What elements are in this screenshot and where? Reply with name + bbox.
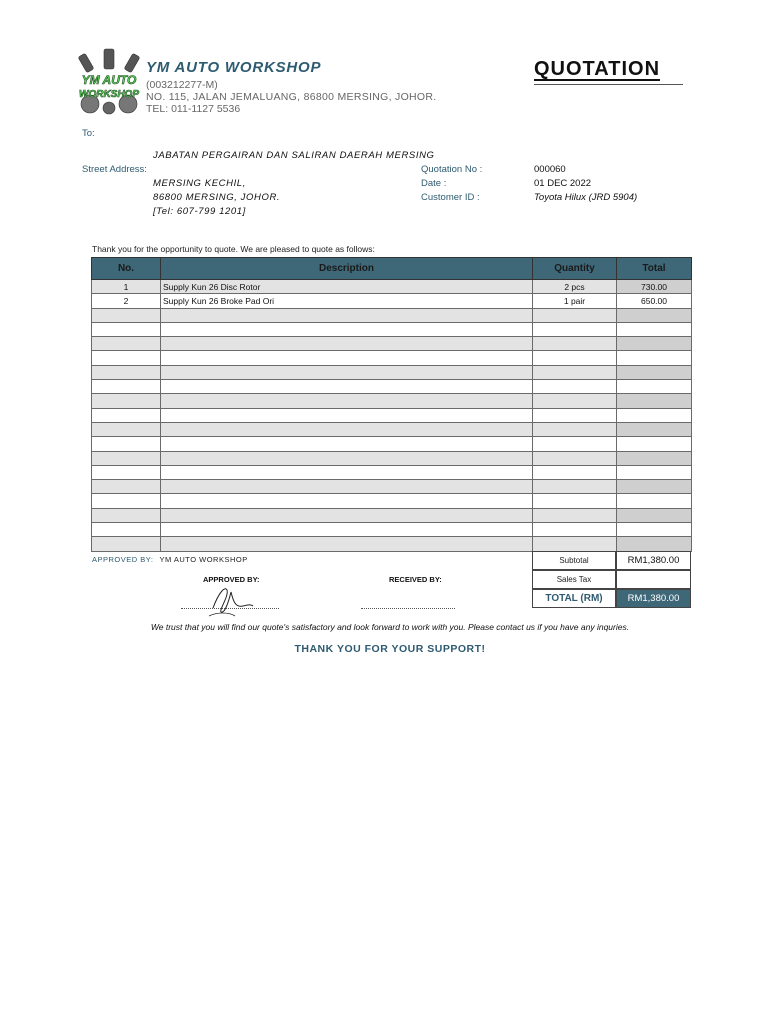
table-row bbox=[92, 523, 692, 537]
recipient-name: JABATAN PERGAIRAN DAN SALIRAN DAERAH MERSING bbox=[153, 150, 435, 161]
cell-no bbox=[92, 380, 161, 394]
total-label: TOTAL (RM) bbox=[532, 589, 616, 608]
cell-description bbox=[161, 408, 533, 422]
cell-no bbox=[92, 451, 161, 465]
cell-total bbox=[617, 322, 692, 336]
cell-total bbox=[617, 508, 692, 522]
cell-description bbox=[161, 523, 533, 537]
cell-no bbox=[92, 437, 161, 451]
recipient-address-line1: MERSING KECHIL, bbox=[153, 178, 246, 189]
subtotal-row bbox=[532, 551, 691, 570]
table-row bbox=[92, 437, 692, 451]
cell-description bbox=[161, 537, 533, 551]
cell-total bbox=[617, 394, 692, 408]
sales-tax-value bbox=[616, 570, 691, 589]
document-title: QUOTATION bbox=[534, 58, 661, 80]
cell-description bbox=[161, 480, 533, 494]
approved-signature-line bbox=[181, 608, 279, 609]
table-header-row bbox=[92, 258, 692, 280]
cell-no bbox=[92, 351, 161, 365]
cell-quantity bbox=[533, 380, 617, 394]
cell-total bbox=[617, 408, 692, 422]
customer-id: Toyota Hilux (JRD 5904) bbox=[534, 192, 638, 203]
recipient-address-line2: 86800 MERSING, JOHOR. bbox=[153, 192, 281, 203]
table-row bbox=[92, 294, 692, 308]
cell-description: Supply Kun 26 Disc Rotor bbox=[161, 280, 533, 294]
cell-quantity bbox=[533, 465, 617, 479]
cell-total bbox=[617, 337, 692, 351]
logo-text-line2: WORKSHOP bbox=[79, 89, 139, 100]
received-signature-line bbox=[361, 608, 455, 609]
table-row bbox=[92, 408, 692, 422]
cell-no bbox=[92, 508, 161, 522]
logo-text-line1: YM AUTO bbox=[81, 73, 137, 87]
cell-total: 730.00 bbox=[617, 280, 692, 294]
header-no: No. bbox=[92, 258, 161, 280]
cell-quantity bbox=[533, 308, 617, 322]
cell-total bbox=[617, 365, 692, 379]
cell-description bbox=[161, 451, 533, 465]
company-address: NO. 115, JALAN JEMALUANG, 86800 MERSING, JOHOR. bbox=[146, 91, 437, 103]
approved-by-line bbox=[92, 555, 248, 564]
cell-quantity bbox=[533, 408, 617, 422]
company-telephone: TEL: 011-1127 5536 bbox=[146, 103, 241, 115]
cell-description bbox=[161, 365, 533, 379]
intro-text: Thank you for the opportunity to quote. We are pleased to quote as follows: bbox=[92, 244, 375, 254]
items-table bbox=[91, 257, 692, 552]
sales-tax-label: Sales Tax bbox=[532, 570, 616, 589]
approved-by-value: YM AUTO WORKSHOP bbox=[159, 555, 248, 564]
summary-box bbox=[532, 551, 691, 608]
cell-total bbox=[617, 523, 692, 537]
signature-image bbox=[205, 582, 255, 622]
cell-total bbox=[617, 480, 692, 494]
cell-description bbox=[161, 337, 533, 351]
cell-no bbox=[92, 322, 161, 336]
closing-statement: We trust that you will find our quote's satisfactory and look forward to work with you. Please contact us if you have any inquries. bbox=[150, 622, 630, 632]
cell-no bbox=[92, 480, 161, 494]
thank-you-text: THANK YOU FOR YOUR SUPPORT! bbox=[294, 643, 486, 655]
header-quantity: Quantity bbox=[533, 258, 617, 280]
table-row bbox=[92, 465, 692, 479]
table-row bbox=[92, 380, 692, 394]
cell-total bbox=[617, 465, 692, 479]
table-row bbox=[92, 494, 692, 508]
subtotal-value: RM1,380.00 bbox=[616, 551, 691, 570]
cell-description: Supply Kun 26 Broke Pad Ori bbox=[161, 294, 533, 308]
cell-description bbox=[161, 508, 533, 522]
company-name: YM AUTO WORKSHOP bbox=[146, 59, 322, 76]
cell-quantity bbox=[533, 494, 617, 508]
cell-description bbox=[161, 465, 533, 479]
cell-description bbox=[161, 322, 533, 336]
header-total: Total bbox=[617, 258, 692, 280]
cell-no bbox=[92, 422, 161, 436]
cell-quantity bbox=[533, 322, 617, 336]
cell-quantity: 2 pcs bbox=[533, 280, 617, 294]
table-row bbox=[92, 480, 692, 494]
recipient-phone: [Tel: 607-799 1201] bbox=[153, 206, 246, 217]
to-label: To: bbox=[82, 128, 95, 139]
table-body bbox=[92, 280, 692, 552]
date-label: Date : bbox=[421, 178, 447, 189]
cell-quantity bbox=[533, 337, 617, 351]
cell-total: 650.00 bbox=[617, 294, 692, 308]
sales-tax-row bbox=[532, 570, 691, 589]
approved-by-label: APPROVED BY: bbox=[92, 555, 154, 564]
table-row bbox=[92, 351, 692, 365]
cell-no bbox=[92, 537, 161, 551]
cell-no bbox=[92, 337, 161, 351]
cell-quantity bbox=[533, 351, 617, 365]
table-row bbox=[92, 451, 692, 465]
cell-no bbox=[92, 465, 161, 479]
signature-approved-label: APPROVED BY: bbox=[203, 575, 260, 584]
cell-quantity bbox=[533, 394, 617, 408]
cell-total bbox=[617, 437, 692, 451]
subtotal-label: Subtotal bbox=[532, 551, 616, 570]
cell-no bbox=[92, 408, 161, 422]
cell-description bbox=[161, 422, 533, 436]
header-description: Description bbox=[161, 258, 533, 280]
cell-description bbox=[161, 351, 533, 365]
cell-total bbox=[617, 351, 692, 365]
cell-description bbox=[161, 437, 533, 451]
quote-date: 01 DEC 2022 bbox=[534, 178, 592, 189]
cell-quantity bbox=[533, 480, 617, 494]
cell-total bbox=[617, 422, 692, 436]
table-row bbox=[92, 308, 692, 322]
cell-description bbox=[161, 494, 533, 508]
quotation-no-label: Quotation No : bbox=[421, 164, 483, 175]
table-row bbox=[92, 365, 692, 379]
cell-quantity bbox=[533, 365, 617, 379]
cell-quantity bbox=[533, 437, 617, 451]
signature-received-label: RECEIVED BY: bbox=[389, 575, 442, 584]
company-registration: (003212277-M) bbox=[146, 79, 218, 91]
customer-id-label: Customer ID : bbox=[421, 192, 480, 203]
table-row bbox=[92, 394, 692, 408]
cell-no: 2 bbox=[92, 294, 161, 308]
table-row bbox=[92, 337, 692, 351]
table-row bbox=[92, 508, 692, 522]
cell-total bbox=[617, 451, 692, 465]
title-rule bbox=[534, 84, 683, 85]
street-address-label: Street Address: bbox=[82, 164, 147, 175]
table-row bbox=[92, 537, 692, 551]
cell-no: 1 bbox=[92, 280, 161, 294]
cell-no bbox=[92, 494, 161, 508]
table-row bbox=[92, 322, 692, 336]
cell-quantity bbox=[533, 537, 617, 551]
table-row bbox=[92, 280, 692, 294]
company-logo bbox=[76, 48, 142, 116]
cell-quantity bbox=[533, 508, 617, 522]
quotation-no: 000060 bbox=[534, 164, 566, 175]
total-value: RM1,380.00 bbox=[616, 589, 691, 608]
cell-total bbox=[617, 308, 692, 322]
cell-description bbox=[161, 380, 533, 394]
cell-quantity bbox=[533, 422, 617, 436]
total-row bbox=[532, 589, 691, 608]
cell-quantity: 1 pair bbox=[533, 294, 617, 308]
cell-no bbox=[92, 523, 161, 537]
cell-description bbox=[161, 394, 533, 408]
cell-no bbox=[92, 308, 161, 322]
cell-no bbox=[92, 394, 161, 408]
table-row bbox=[92, 422, 692, 436]
cell-quantity bbox=[533, 523, 617, 537]
cell-total bbox=[617, 537, 692, 551]
cell-description bbox=[161, 308, 533, 322]
cell-total bbox=[617, 380, 692, 394]
cell-quantity bbox=[533, 451, 617, 465]
cell-no bbox=[92, 365, 161, 379]
cell-total bbox=[617, 494, 692, 508]
